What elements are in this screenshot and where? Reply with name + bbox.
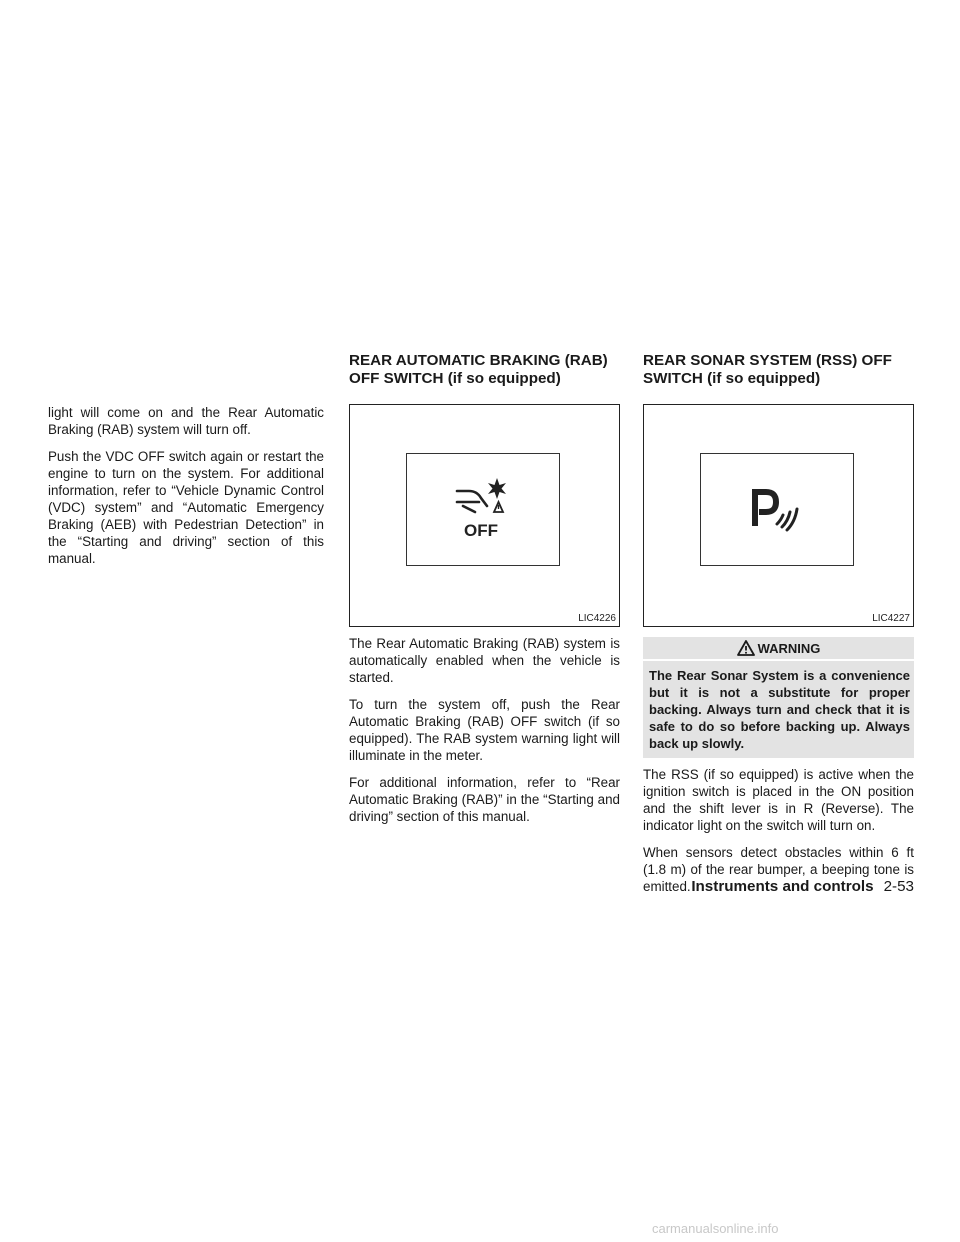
paragraph: Push the VDC OFF switch again or restart the engine to turn on the system. For additional information, refer to “Vehicle Dynamic Control (VDC) system” and “Automatic Emergency Braking (AEB) with Pedestrian Detection” in the “Starting and driving” section of this manual.	[48, 449, 324, 566]
rab-heading: REAR AUTOMATIC BRAKING (RAB) OFF SWITCH (if so equipped)	[349, 352, 608, 387]
page-number: 2-53	[883, 878, 914, 895]
section-title: Instruments and controls	[691, 878, 874, 895]
figure-code: LIC4226	[578, 613, 616, 624]
rss-heading: REAR SONAR SYSTEM (RSS) OFF SWITCH (if so equipped)	[643, 352, 892, 387]
paragraph: For additional information, refer to “Rear Automatic Braking (RAB)” in the “Starting and driving” section of this manual.	[349, 775, 620, 824]
off-label: OFF	[464, 521, 498, 540]
rab-off-icon	[407, 454, 559, 565]
rss-switch-panel	[700, 453, 854, 566]
rab-figure	[349, 404, 620, 627]
warning-title: WARNING	[757, 640, 821, 656]
paragraph: The Rear Automatic Braking (RAB) system is automatically enabled when the vehicle is started.	[349, 636, 620, 685]
warning-box	[643, 637, 914, 758]
paragraph: The RSS (if so equipped) is active when the ignition switch is placed in the ON position and the shift lever is in R (Reverse). The indicator light on the switch will turn on.	[643, 767, 914, 833]
left-column	[48, 404, 324, 577]
watermark: carmanualsonline.info	[652, 1221, 779, 1236]
warning-triangle-icon	[737, 640, 755, 656]
paragraph: To turn the system off, push the Rear Automatic Braking (RAB) OFF switch (if so equipped). The RAB system warning light will illuminate in the meter.	[349, 697, 620, 763]
paragraph: light will come on and the Rear Automatic Braking (RAB) system will turn off.	[48, 405, 324, 437]
paragraph: When sensors detect obstacles within 6 ft (1.8 m) of the rear bumper, a beeping tone is emitted.	[643, 845, 914, 894]
rss-section	[643, 352, 914, 905]
rss-figure	[643, 404, 914, 627]
page-footer	[691, 878, 914, 895]
rab-switch-panel	[406, 453, 560, 566]
figure-code: LIC4227	[872, 613, 910, 624]
warning-header	[643, 637, 914, 659]
warning-text: The Rear Sonar System is a convenience but it is not a substitute for proper backing. Always turn and check that it is safe to do so before backing up. Always back up slowly.	[643, 659, 914, 758]
parking-sonar-icon	[701, 454, 853, 565]
rab-section	[349, 352, 620, 835]
